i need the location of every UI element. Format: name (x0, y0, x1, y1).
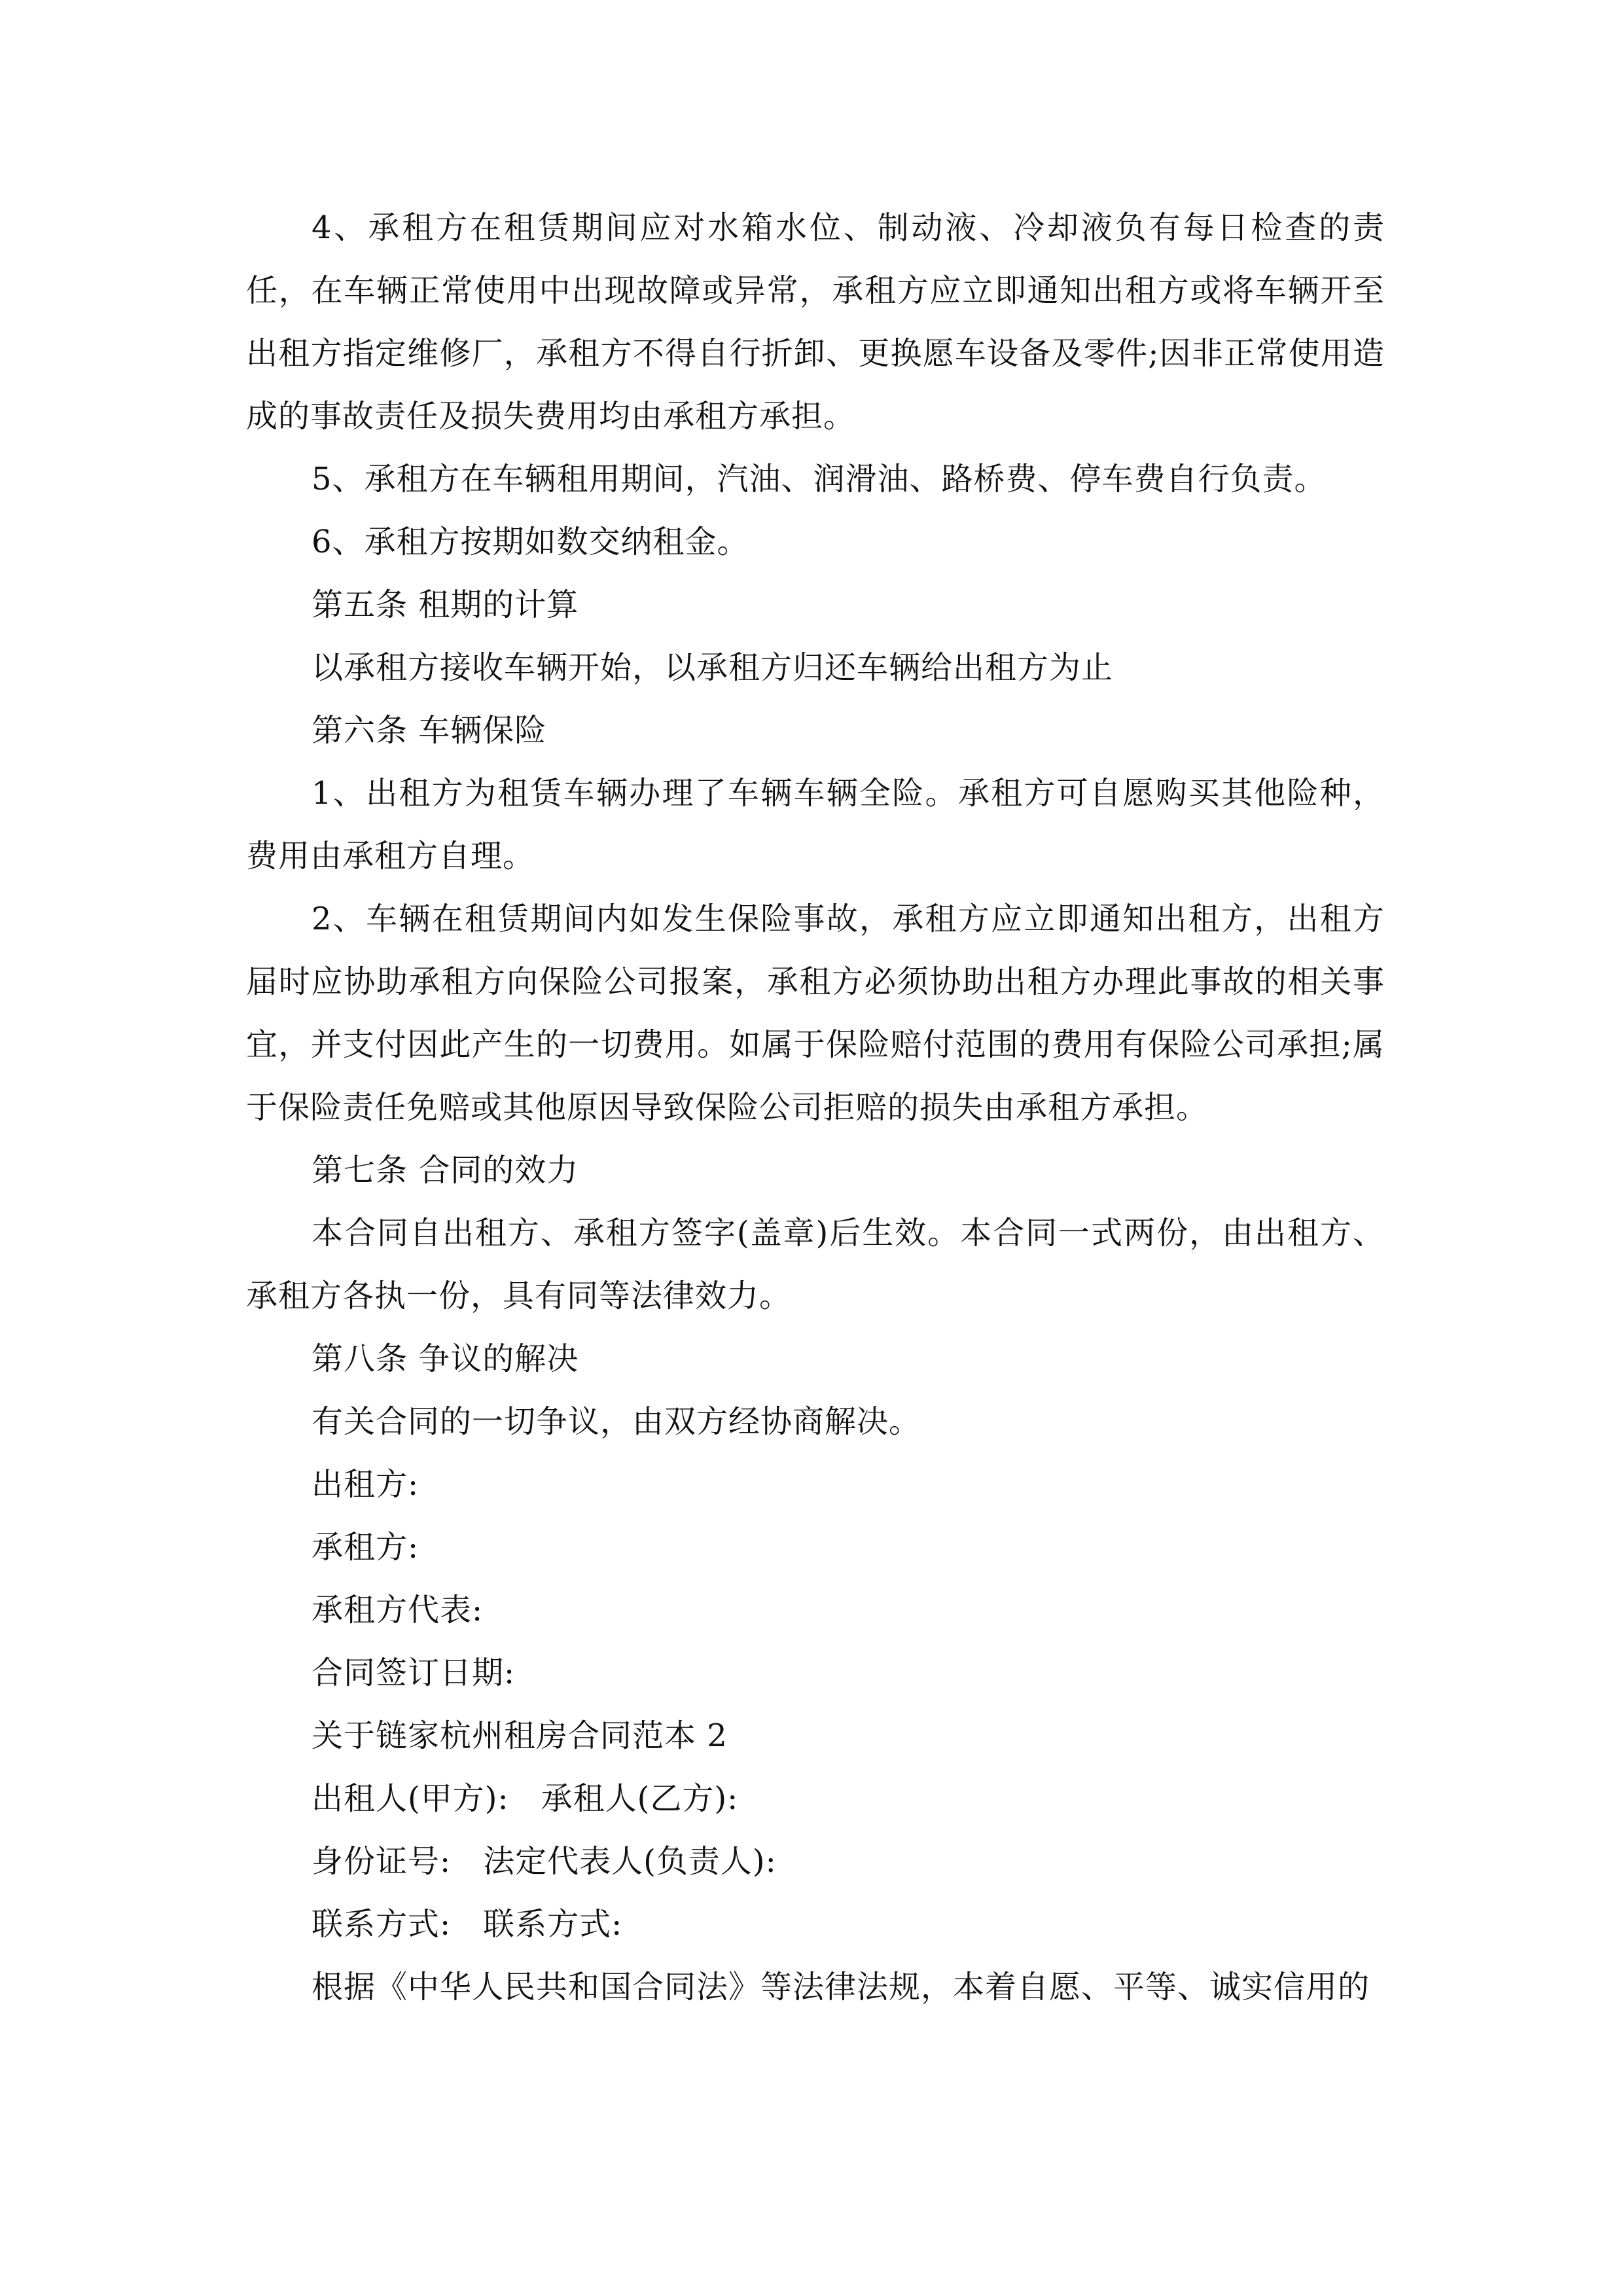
contract-template-title: 关于链家杭州租房合同范本 2 (312, 1717, 728, 1754)
paragraph-lease-term: 以承租方接收车辆开始，以承租方归还车辆给出租方为止 (312, 649, 1114, 686)
section-heading-7: 第七条 合同的效力 (312, 1152, 579, 1189)
signature-date: 合同签订日期: (312, 1655, 516, 1691)
document-body (246, 196, 1385, 2018)
paragraph-validity: 本合同自出租方、承租方签字(盖章)后生效。本合同一式两份，由出租方、承租方各执一份，具有同等法律效力。 (246, 1215, 1385, 1314)
party-fields: 出租人(甲方): 承租人(乙方): (312, 1780, 739, 1817)
paragraph-clause-5: 5、承租方在车辆租用期间，汽油、润滑油、路桥费、停车费自行负责。 (312, 461, 1327, 497)
section-heading-5: 第五条 租期的计算 (312, 586, 579, 623)
section-heading-6: 第六条 车辆保险 (312, 712, 547, 749)
paragraph-dispute: 有关合同的一切争议，由双方经协商解决。 (312, 1403, 921, 1440)
paragraph-legal-basis: 根据《中华人民共和国合同法》等法律法规，本着自愿、平等、诚实信用的 (312, 1969, 1370, 2005)
paragraph-clause-4: 4、承租方在租赁期间应对水箱水位、制动液、冷却液负有每日检查的责任，在车辆正常使用中出现故障或异常，承租方应立即通知出租方或将车辆开至出租方指定维修厂，承租方不得自行折卸、更换愿车设备及零件;因非正常使用造成的事故责任及损失费用均由承租方承担。 (246, 209, 1385, 435)
signature-lessee-representative: 承租方代表: (312, 1592, 484, 1628)
paragraph-insurance-2: 2、车辆在租赁期间内如发生保险事故，承租方应立即通知出租方，出租方届时应协助承租方向保险公司报案，承租方必须协助出租方办理此事故的相关事宜，并支付因此产生的一切费用。如属于保险赔付范围的费用有保险公司承担;属于保险责任免赔或其他原因导致保险公司拒赔的损失由承租方承担。 (246, 901, 1385, 1126)
section-heading-8: 第八条 争议的解决 (312, 1340, 579, 1377)
contact-fields: 联系方式: 联系方式: (312, 1906, 623, 1943)
signature-lessee: 承租方: (312, 1529, 419, 1566)
signature-lessor: 出租方: (312, 1466, 419, 1503)
id-fields: 身份证号: 法定代表人(负责人): (312, 1843, 777, 1880)
paragraph-clause-6: 6、承租方按期如数交纳租金。 (312, 524, 749, 560)
paragraph-insurance-1: 1、出租方为租赁车辆办理了车辆车辆全险。承租方可自愿购买其他险种，费用由承租方自理。 (246, 775, 1385, 874)
